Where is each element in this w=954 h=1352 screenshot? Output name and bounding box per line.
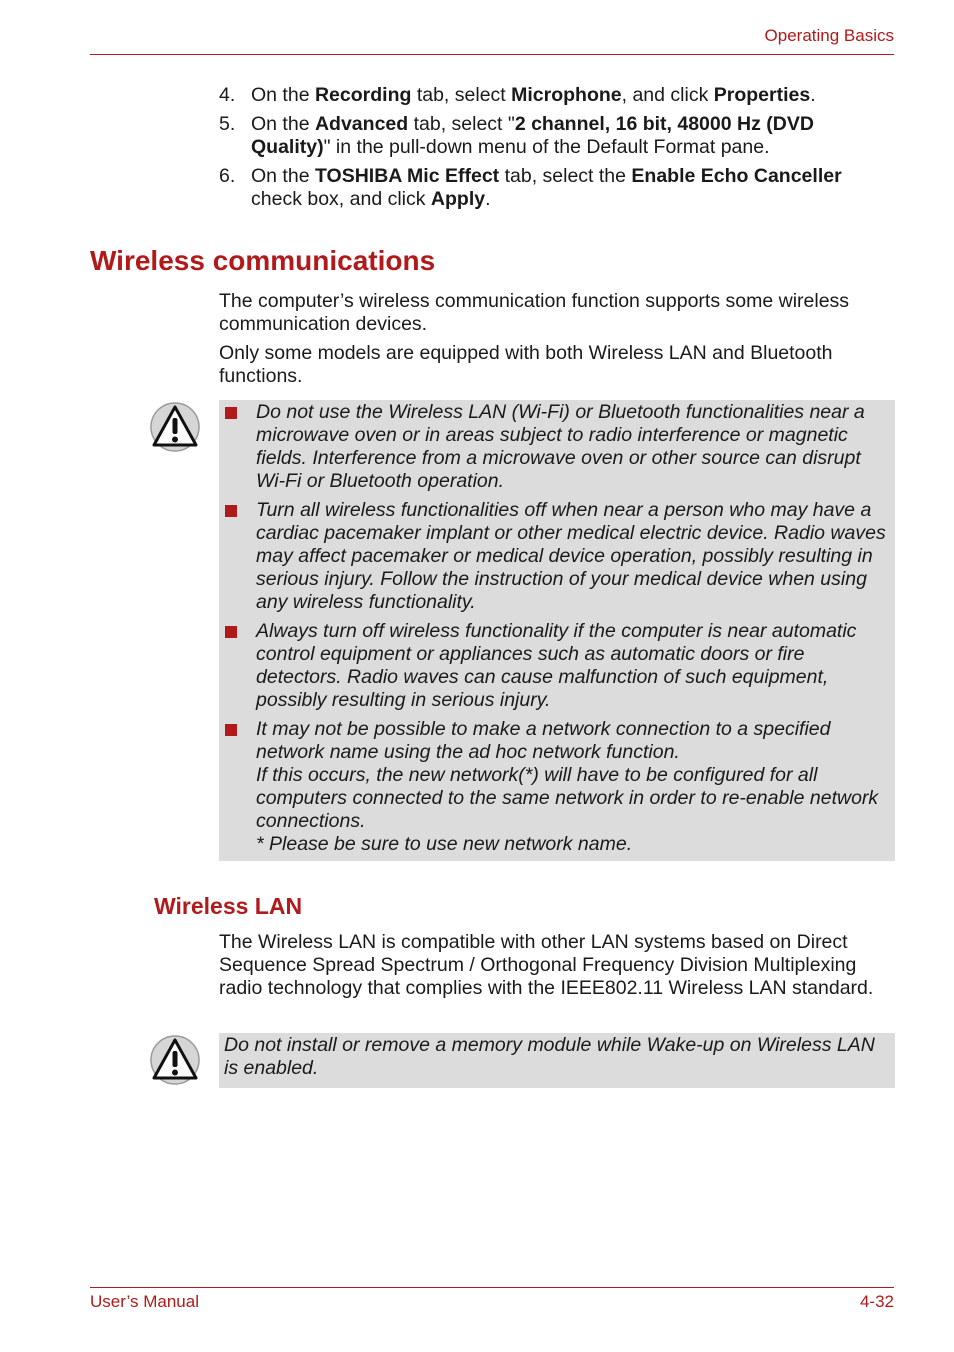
subsection-heading: Wireless LAN xyxy=(154,893,303,919)
intro-paragraph-2: Only some models are equipped with both Wireless LAN and Bluetooth functions. xyxy=(219,342,833,387)
step-bold-term: Properties xyxy=(713,84,811,106)
bullet-square-icon xyxy=(225,724,237,736)
footer-title: User’s Manual xyxy=(90,1292,199,1311)
caution-item xyxy=(225,499,887,614)
caution-text: Always turn off wireless functionality if the computer is near automatic control equipment or appliances such as automatic doors or fire detectors. Radio waves can cause malfunction of such equipment, possibly resulting in serious injury. xyxy=(256,620,857,711)
bullet-square-icon xyxy=(225,407,237,419)
caution-text: Do not use the Wireless LAN (Wi-Fi) or Bluetooth functionalities near a microwave oven or in areas subject to radio interference or magnetic fields. Interference from a microwave oven or other source can disrupt Wi-Fi or Bluetooth operation. xyxy=(256,401,865,492)
page-number: 4-32 xyxy=(859,1292,894,1311)
intro-paragraph-1: The computer’s wireless communication function supports some wireless communication devices. xyxy=(219,290,850,335)
caution-box xyxy=(219,1033,895,1088)
step-text-run: tab, select xyxy=(411,84,512,106)
step-text-run: tab, select " xyxy=(408,113,515,135)
step-bold-term: Microphone xyxy=(511,84,622,106)
step-bold-term: TOSHIBA Mic Effect xyxy=(314,165,500,187)
caution-text: * Please be sure to use new network name. xyxy=(256,833,633,855)
warning-triangle-icon xyxy=(150,402,200,452)
step-text-run: . xyxy=(810,84,816,106)
step-item xyxy=(219,84,879,107)
step-text-run: . xyxy=(485,188,491,210)
bullet-square-icon xyxy=(225,505,237,517)
caution-text: It may not be possible to make a network connection to a specified network name using the ad hoc network function. xyxy=(256,718,831,763)
step-text-run: On the xyxy=(251,165,315,187)
wireless-lan-paragraph: The Wireless LAN is compatible with other LAN systems based on Direct Sequence Spread Spectrum / Orthogonal Frequency Division Multiplexing radio technology that complies with the IEEE802.11 Wireless LAN standard. xyxy=(219,931,874,999)
caution-item xyxy=(225,718,887,856)
step-list xyxy=(219,84,879,217)
step-text-run: " in the pull-down menu of the Default Format pane. xyxy=(323,136,770,158)
caution-text: Do not install or remove a memory module while Wake-up on Wireless LAN is enabled. xyxy=(224,1034,875,1079)
caution-item xyxy=(225,620,887,712)
step-item xyxy=(219,165,879,211)
header-rule xyxy=(90,54,894,55)
step-text xyxy=(251,84,816,106)
step-text-run: On the xyxy=(251,113,315,135)
step-bold-term: 2 channel, 16 bit, 48000 Hz (DVD Quality) xyxy=(251,113,814,158)
warning-triangle-icon xyxy=(150,1035,200,1085)
footer-rule xyxy=(90,1287,894,1288)
step-bold-term: Enable Echo Canceller xyxy=(631,165,842,187)
step-text xyxy=(251,165,842,210)
step-text-run: check box, and click xyxy=(251,188,431,210)
step-bold-term: Recording xyxy=(314,84,412,106)
bullet-square-icon xyxy=(225,626,237,638)
step-number: 4. xyxy=(219,84,236,106)
step-item xyxy=(219,113,879,159)
caution-text: If this occurs, the new network(*) will have to be configured for all computers connected to the same network in order to re-enable network connections. xyxy=(256,764,879,832)
caution-item xyxy=(225,401,887,493)
step-bold-term: Advanced xyxy=(314,113,409,135)
step-text-run: tab, select the xyxy=(499,165,632,187)
step-bold-term: Apply xyxy=(430,188,486,210)
caution-text: Turn all wireless functionalities off when near a person who may have a cardiac pacemaker implant or other medical electric device. Radio waves may affect pacemaker or medical device operation, possibly resulting in serious injury. Follow the instruction of your medical device when using any wireless functionality. xyxy=(256,499,886,613)
section-heading: Wireless communications xyxy=(90,245,436,276)
step-text-run: On the xyxy=(251,84,315,106)
step-text-run: , and click xyxy=(621,84,714,106)
step-text xyxy=(251,113,814,158)
step-number: 6. xyxy=(219,165,236,187)
step-number: 5. xyxy=(219,113,236,135)
caution-box xyxy=(219,400,895,861)
running-header: Operating Basics xyxy=(764,26,894,45)
